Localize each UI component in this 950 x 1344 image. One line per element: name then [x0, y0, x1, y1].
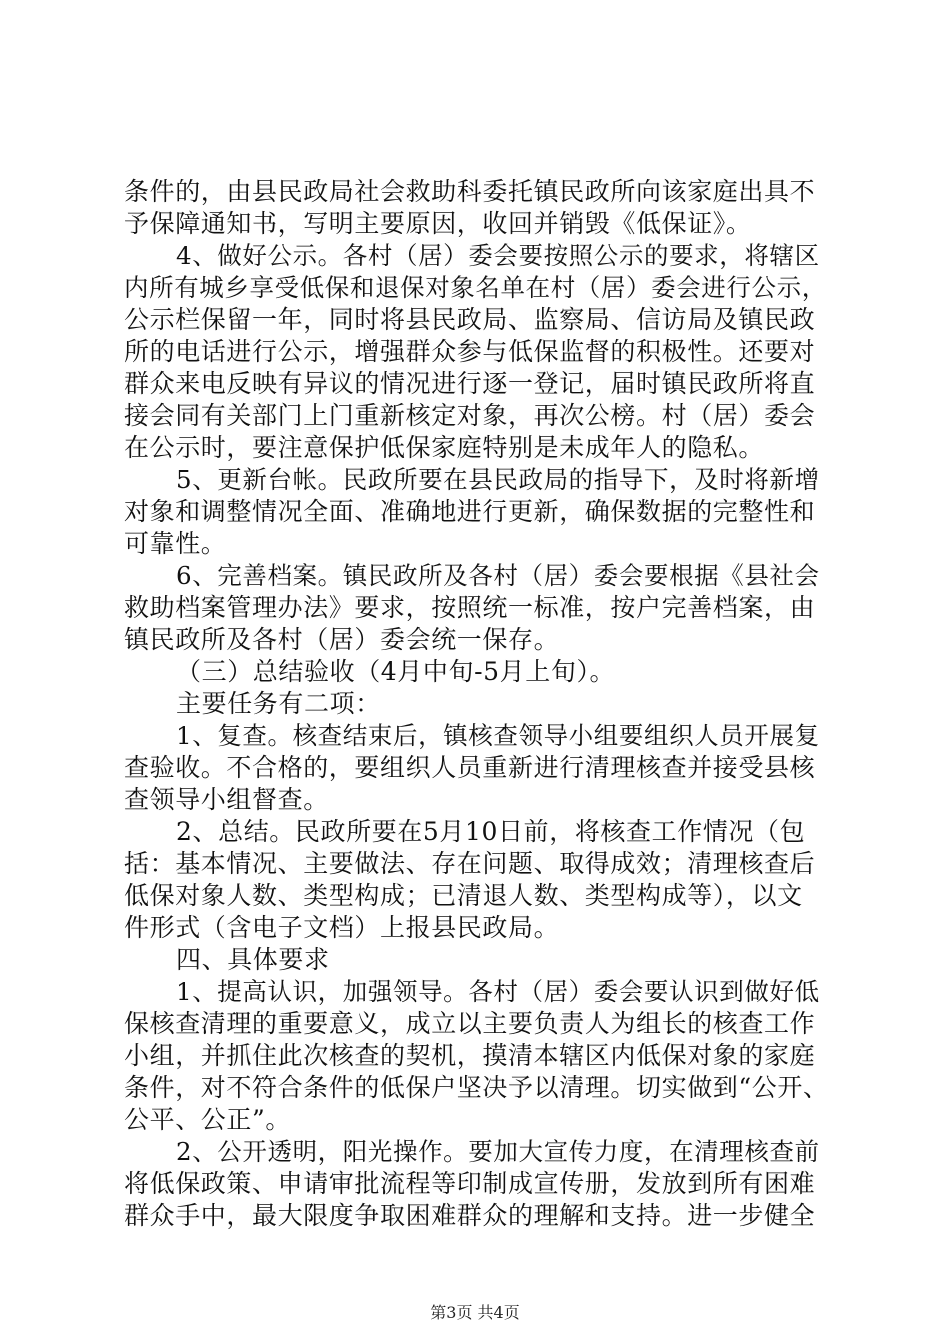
text-line: 件形式（含电子文档）上报县民政局。 — [124, 913, 560, 942]
text-line: 查验收。不合格的，要组织人员重新进行清理核查并接受县核 — [124, 753, 816, 782]
text-line: 条件，对不符合条件的低保户坚决予以清理。切实做到“公开、 — [124, 1073, 829, 1102]
text-line: 镇民政所及各村（居）委会统一保存。 — [124, 625, 560, 654]
text-line: 保核查清理的重要意义，成立以主要负责人为组长的核查工作 — [124, 1009, 816, 1038]
section-heading: （三）总结验收（4月中旬-5月上旬）。 — [176, 657, 616, 686]
text-line: 5、更新台帐。民政所要在县民政局的指导下，及时将新增 — [176, 465, 820, 494]
text-line: 予保障通知书，写明主要原因，收回并销毁《低保证》。 — [124, 209, 752, 238]
text-line: 可靠性。 — [124, 529, 227, 558]
page-footer: 第3页 共4页 — [430, 1303, 520, 1322]
text-line: 公示栏保留一年，同时将县民政局、监察局、信访局及镇民政 — [124, 305, 816, 334]
text-line: 公平、公正”。 — [124, 1105, 291, 1134]
text-line: 2、公开透明，阳光操作。要加大宣传力度，在清理核查前 — [176, 1137, 820, 1166]
text-line: 所的电话进行公示，增强群众参与低保监督的积极性。还要对 — [124, 337, 816, 366]
text-line: 6、完善档案。镇民政所及各村（居）委会要根据《县社会 — [176, 561, 820, 590]
section-heading: 四、具体要求 — [176, 945, 330, 974]
text-line: 在公示时，要注意保护低保家庭特别是未成年人的隐私。 — [124, 433, 765, 462]
text-line: 2、总结。民政所要在5月10日前，将核查工作情况（包 — [176, 817, 806, 846]
text-line: 1、复查。核查结束后，镇核查领导小组要组织人员开展复 — [176, 721, 820, 750]
text-line: 接会同有关部门上门重新核定对象，再次公榜。村（居）委会 — [124, 401, 816, 430]
text-line: 低保对象人数、类型构成；已清退人数、类型构成等），以文 — [124, 881, 803, 910]
text-line: 4、做好公示。各村（居）委会要按照公示的要求，将辖区 — [176, 241, 820, 270]
text-line: 1、提高认识，加强领导。各村（居）委会要认识到做好低 — [176, 977, 820, 1006]
text-line: 将低保政策、申请审批流程等印制成宣传册，发放到所有困难 — [124, 1169, 816, 1198]
text-line: 内所有城乡享受低保和退保对象名单在村（居）委会进行公示， — [124, 273, 827, 302]
text-line: 对象和调整情况全面、准确地进行更新，确保数据的完整性和 — [124, 497, 816, 526]
text-line: 群众来电反映有异议的情况进行逐一登记，届时镇民政所将直 — [124, 369, 816, 398]
text-line: 条件的，由县民政局社会救助科委托镇民政所向该家庭出具不 — [124, 177, 816, 206]
text-line: 查领导小组督查。 — [124, 785, 329, 814]
text-line: 括：基本情况、主要做法、存在问题、取得成效；清理核查后 — [124, 849, 816, 878]
text-line: 群众手中，最大限度争取困难群众的理解和支持。进一步健全 — [124, 1201, 816, 1230]
text-line: 主要任务有二项： — [176, 689, 381, 718]
text-line: 救助档案管理办法》要求，按照统一标准，按户完善档案，由 — [124, 593, 816, 622]
text-line: 小组，并抓住此次核查的契机，摸清本辖区内低保对象的家庭 — [124, 1041, 816, 1070]
